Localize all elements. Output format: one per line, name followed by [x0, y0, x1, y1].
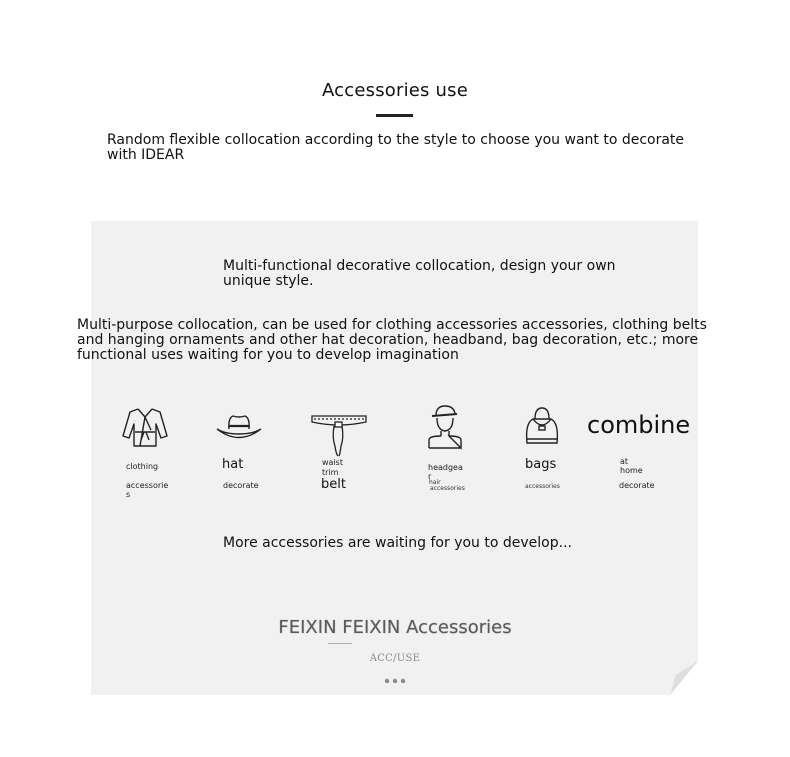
robe-icon	[121, 406, 169, 448]
use-label-headgear-3: accessories	[430, 485, 465, 492]
use-label-belt-3: belt	[321, 477, 346, 492]
hat-icon	[215, 412, 263, 444]
brand-divider	[328, 643, 352, 644]
use-label-clothing-2: accessorie s	[126, 481, 169, 499]
brand-title: FEIXIN FEIXIN Accessories	[278, 617, 512, 638]
title-underline	[376, 114, 413, 117]
use-label-hat-2: decorate	[223, 481, 259, 490]
use-label-home-3: decorate	[619, 481, 655, 490]
use-label-bags-1: bags	[525, 457, 557, 472]
use-label-combine: combine	[587, 411, 691, 439]
belt-icon	[310, 412, 368, 458]
use-label-headgear-2: hair	[429, 479, 441, 486]
use-label-belt-1: waist	[322, 458, 343, 467]
page-curl-corner	[670, 661, 698, 695]
brand-subtitle: ACC/USE	[369, 653, 421, 664]
bag-icon	[523, 405, 561, 447]
head-icon	[426, 404, 464, 450]
intro-text: Random flexible collocation according to the style to choose you want to decorate with IDEAR	[107, 132, 685, 163]
use-label-bags-2: accessories	[525, 483, 560, 490]
use-label-headgear-1: headgea r	[428, 463, 463, 481]
use-label-hat-1: hat	[222, 457, 244, 472]
use-label-home-2: home	[620, 466, 643, 475]
ellipsis-dots-icon	[384, 669, 406, 675]
use-label-belt-2: trim	[322, 468, 339, 477]
panel-subheading: Multi-functional decorative collocation, design your own unique style.	[223, 258, 616, 289]
use-label-clothing-1: clothing	[126, 462, 159, 471]
panel-description: Multi-purpose collocation, can be used for clothing accessories accessories, clothing belts and hanging ornaments and other hat decoration, headband, bag decoration, etc.; more functional uses waiting for you to develop imagination	[77, 317, 707, 363]
more-accessories-text: More accessories are waiting for you to develop...	[223, 535, 572, 551]
use-label-home-1: at	[620, 457, 629, 466]
page-title: Accessories use	[321, 80, 469, 101]
